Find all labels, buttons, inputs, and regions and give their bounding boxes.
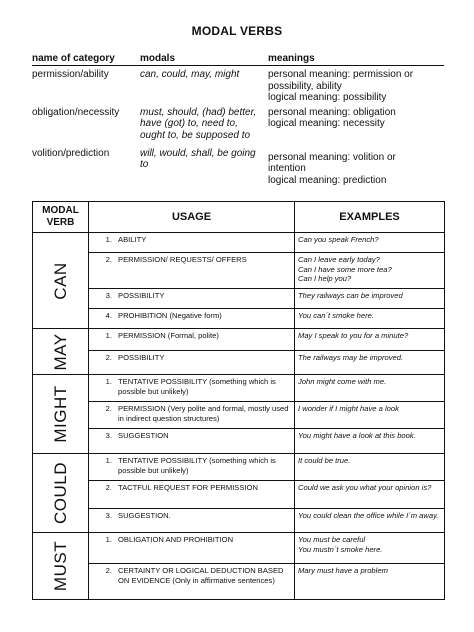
example-cell: You could clean the office while I´m away. (295, 509, 445, 533)
category-table (32, 52, 444, 186)
header-modals: modals (140, 52, 268, 66)
usage-cell (89, 309, 295, 329)
usage-text: TENTATIVE POSSIBILITY (something which is possible but unlikely) (118, 377, 276, 396)
usage-text: PERMISSION/ REQUESTS/ OFFERS (118, 255, 247, 264)
usage-cell (89, 564, 295, 600)
usage-text: PROHIBITION (Negative form) (118, 311, 222, 320)
usage-number: 3. (105, 291, 112, 300)
table-row (33, 253, 445, 289)
header-examples: EXAMPLES (295, 202, 445, 233)
meaning-line: logical meaning: necessity (268, 118, 385, 130)
usage-cell (89, 375, 295, 402)
modal-verb-cell (33, 375, 89, 454)
usage-text: POSSIBILITY (118, 291, 165, 300)
table-row (33, 454, 445, 481)
example-cell: Could we ask you what your opinion is? (295, 481, 445, 509)
header-modal-verb: MODAL VERB (33, 202, 89, 233)
usage-number: 2. (105, 404, 112, 413)
example-cell: Can you speak French? (295, 233, 445, 253)
meaning-line: logical meaning: possibility (268, 92, 387, 104)
usage-cell (89, 454, 295, 481)
usage-text: PERMISSION (Formal, polite) (118, 331, 219, 340)
usage-text: TACTFUL REQUEST FOR PERMISSION (118, 483, 258, 492)
example-cell: John might come with me. (295, 375, 445, 402)
example-cell: The railways may be improved. (295, 351, 445, 375)
usage-cell (89, 481, 295, 509)
table-row (33, 351, 445, 375)
usage-number: 1. (105, 535, 112, 544)
table-header-row (33, 202, 445, 233)
table-row (33, 564, 445, 600)
modal-verbs-table (32, 201, 445, 600)
usage-number: 3. (105, 431, 112, 440)
usage-number: 4. (105, 311, 112, 320)
category-meanings (268, 142, 444, 187)
category-meanings (268, 104, 444, 142)
modal-verb-cell (33, 329, 89, 375)
usage-number: 3. (105, 511, 112, 520)
meaning-line: intention (268, 163, 306, 175)
page-title: MODAL VERBS (191, 24, 283, 38)
modal-verb-label: CAN (50, 261, 70, 300)
modal-verb-label: MUST (50, 540, 70, 592)
table-row (33, 289, 445, 309)
table-row (33, 429, 445, 454)
usage-text: CERTAINTY OR LOGICAL DEDUCTION BASED ON EVIDENCE (Only in affirmative sentences) (118, 566, 284, 585)
category-modals: must, should, (had) better, have (got) to, need to, ought to, be supposed to (140, 106, 257, 141)
meaning-line: personal meaning: volition or (268, 151, 396, 163)
table-row (33, 402, 445, 429)
category-row-obligation (32, 104, 444, 142)
modal-verb-label: COULD (50, 461, 70, 525)
table-row (33, 509, 445, 533)
usage-cell (89, 533, 295, 564)
category-row-permission (32, 66, 444, 104)
usage-text: SUGGESTION (118, 431, 169, 440)
category-modals: can, could, may, might (140, 69, 240, 80)
usage-text: POSSIBILITY (118, 353, 165, 362)
usage-cell (89, 429, 295, 454)
usage-number: 1. (105, 331, 112, 340)
modal-verb-cell (33, 454, 89, 533)
example-cell: Mary must have a problem (295, 564, 445, 600)
category-name: permission/ability (32, 69, 109, 80)
header-usage: USAGE (89, 202, 295, 233)
usage-text: TENTATIVE POSSIBILITY (something which is possible but unlikely) (118, 456, 276, 475)
modal-verb-cell (33, 533, 89, 600)
header-meanings: meanings (268, 52, 444, 66)
usage-cell (89, 509, 295, 533)
table-row (33, 309, 445, 329)
example-cell: They railways can be improved (295, 289, 445, 309)
meaning-line: personal meaning: obligation (268, 106, 396, 118)
modal-verb-label: MAY (50, 332, 70, 371)
usage-number: 1. (105, 456, 112, 465)
usage-text: SUGGESTION. (118, 511, 171, 520)
usage-cell (89, 233, 295, 253)
example-cell: I wonder if I might have a look (295, 402, 445, 429)
example-cell: May I speak to you for a minute? (295, 329, 445, 351)
usage-text: PERMISSION (Very polite and formal, mostly used in indirect question structures) (118, 404, 289, 423)
usage-number: 2. (105, 255, 112, 264)
usage-cell (89, 253, 295, 289)
usage-cell (89, 351, 295, 375)
table-row (33, 533, 445, 564)
meaning-line: personal meaning: permission or (268, 69, 414, 80)
example-cell: You might have a look at this book. (295, 429, 445, 454)
table-row (33, 233, 445, 253)
usage-cell (89, 402, 295, 429)
example-cell: You can´t smoke here. (295, 309, 445, 329)
example-cell: Can I leave early today? Can I have some more tea? Can I help you? (295, 253, 445, 289)
category-row-volition (32, 142, 444, 187)
category-header-row (32, 52, 444, 66)
usage-number: 2. (105, 566, 112, 575)
meaning-line: logical meaning: prediction (268, 174, 387, 186)
table-body (33, 233, 445, 600)
category-modals: will, would, shall, be going to (140, 147, 256, 171)
usage-cell (89, 289, 295, 309)
category-name: obligation/necessity (32, 106, 120, 118)
usage-number: 1. (105, 235, 112, 244)
usage-number: 2. (105, 483, 112, 492)
usage-cell (89, 329, 295, 351)
meaning-line: possibility, ability (268, 80, 342, 92)
category-name: volition/prediction (32, 147, 110, 159)
usage-text: OBLIGATION AND PROHIBITION (118, 535, 234, 544)
usage-text: ABILITY (118, 235, 147, 244)
example-cell: You must be careful You mustn´t smoke here. (295, 533, 445, 564)
usage-number: 2. (105, 353, 112, 362)
usage-number: 1. (105, 377, 112, 386)
modal-verb-cell (33, 233, 89, 329)
table-row (33, 329, 445, 351)
modal-verb-label: MIGHT (50, 385, 70, 443)
table-row (33, 481, 445, 509)
table-row (33, 375, 445, 402)
header-name-of-category: name of category (32, 52, 140, 66)
category-meanings (268, 66, 444, 104)
example-cell: It could be true. (295, 454, 445, 481)
